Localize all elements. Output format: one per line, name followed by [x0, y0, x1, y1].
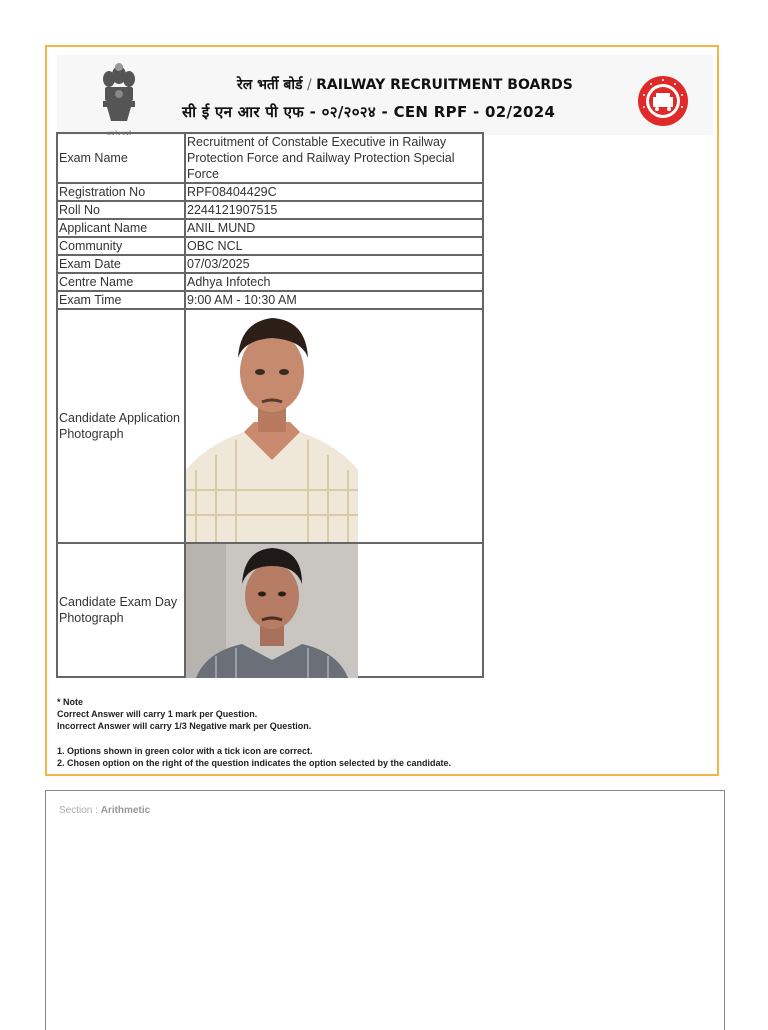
- section-name: Arithmetic: [100, 805, 151, 816]
- exam-time-label: Exam Time: [57, 291, 185, 309]
- candidate-response-card: [45, 45, 719, 776]
- applicant-name-label: Applicant Name: [57, 219, 185, 237]
- table-row: [57, 273, 483, 291]
- table-row: [57, 183, 483, 201]
- roll-no-value: 2244121907515: [185, 201, 483, 219]
- exam-day-photograph: [186, 544, 358, 678]
- table-row: [57, 219, 483, 237]
- table-row: [57, 201, 483, 219]
- board-title: [237, 75, 573, 94]
- roll-no-label: Roll No: [57, 201, 185, 219]
- emblem-caption: सत्यमेव जयते: [106, 131, 132, 137]
- indian-railways-logo-icon: [637, 75, 689, 127]
- exam-date-value: 07/03/2025: [185, 255, 483, 273]
- table-row: [57, 255, 483, 273]
- exam-time-value: 9:00 AM - 10:30 AM: [185, 291, 483, 309]
- table-row: [57, 309, 483, 543]
- exam-name-value: Recruitment of Constable Executive in Railway Protection Force and Railway Protection Special Force: [185, 133, 483, 183]
- community-label: Community: [57, 237, 185, 255]
- note-chosen-option: 2. Chosen option on the right of the question indicates the option selected by the candidate.: [57, 758, 452, 768]
- centre-name-value: Adhya Infotech: [185, 273, 483, 291]
- exam-code-title: सी ई एन आर पी एफ - ०२/२०२४ - CEN RPF - 02/2024: [182, 103, 556, 121]
- board-title-hindi: रेल भर्ती बोर्ड: [237, 77, 303, 93]
- board-title-english: RAILWAY RECRUITMENT BOARDS: [316, 77, 573, 93]
- candidate-details-table: [56, 132, 484, 678]
- note-negative-marks: Incorrect Answer will carry 1/3 Negative mark per Question.: [57, 721, 312, 731]
- table-row: [57, 543, 483, 677]
- section-panel: [45, 790, 725, 1030]
- community-value: OBC NCL: [185, 237, 483, 255]
- exam-name-label: Exam Name: [57, 133, 185, 183]
- table-row: [57, 237, 483, 255]
- table-row: [57, 133, 483, 183]
- application-photo-label: Candidate Application Photograph: [57, 309, 185, 543]
- title-separator: /: [302, 77, 317, 93]
- section-prefix: Section :: [59, 805, 101, 816]
- registration-no-label: Registration No: [57, 183, 185, 201]
- exam-date-label: Exam Date: [57, 255, 185, 273]
- note-green-options: 1. Options shown in green color with a tick icon are correct.: [57, 746, 313, 756]
- application-photograph: [186, 310, 358, 542]
- table-row: [57, 291, 483, 309]
- header-banner: [57, 55, 713, 135]
- centre-name-label: Centre Name: [57, 273, 185, 291]
- registration-no-value: RPF08404429C: [185, 183, 483, 201]
- section-label: [59, 805, 150, 816]
- exam-day-photo-cell: [185, 543, 483, 677]
- instructions-note: [57, 696, 451, 769]
- note-correct-marks: Correct Answer will carry 1 mark per Question.: [57, 709, 258, 719]
- applicant-name-value: ANIL MUND: [185, 219, 483, 237]
- exam-day-photo-label: Candidate Exam Day Photograph: [57, 543, 185, 677]
- note-heading: * Note: [57, 697, 84, 707]
- application-photo-cell: [185, 309, 483, 543]
- national-emblem-icon: [97, 61, 141, 133]
